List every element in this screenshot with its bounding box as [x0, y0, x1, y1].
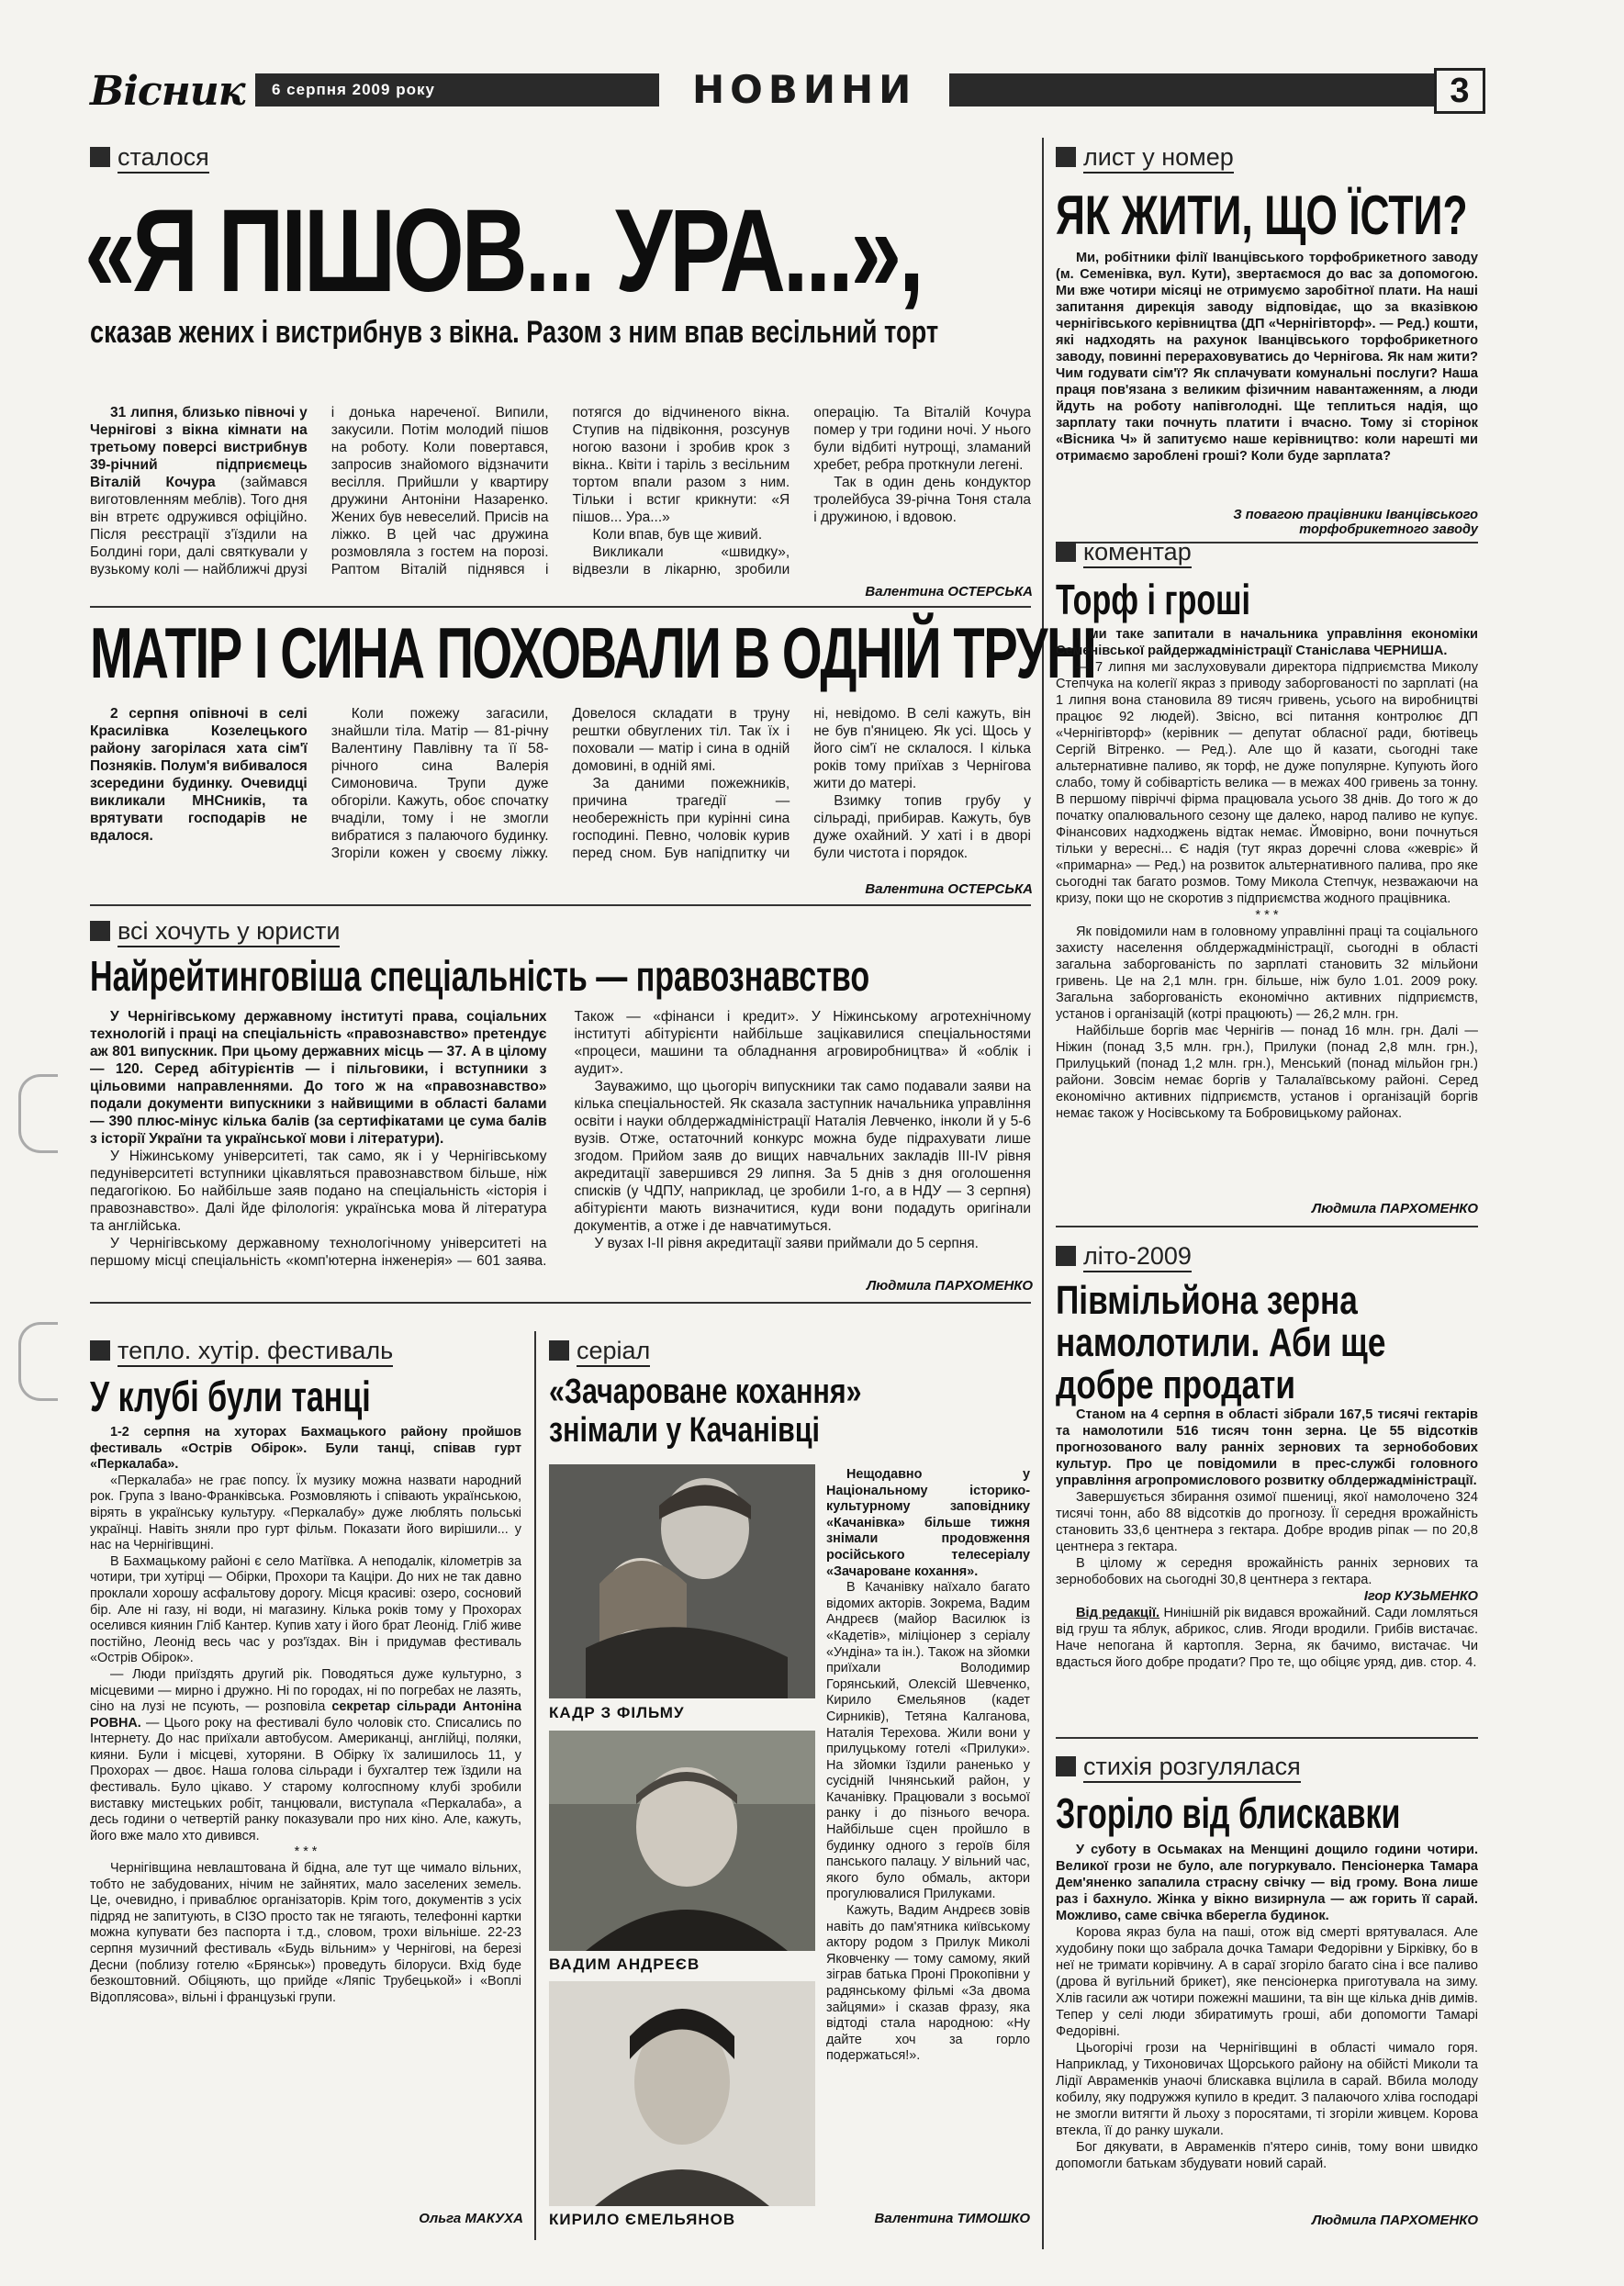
- rubric-square: [90, 147, 110, 167]
- article1-headline: «Я ПІШОВ... УРА...»,: [84, 185, 922, 317]
- article3-author: Людмила ПАРХОМЕНКО: [866, 1278, 1033, 1294]
- editor-note: Нинішній рік видався врожайний. Сади ломляться від груш та яблук, абрикос, слив. Ягоди вродили. Грибів вистачає. Наче непогана й картопля. Зерна, як бачимо, вистачає. Чи вдасться його добре продати? Про те, що обіцяє уряд, див. стор. 4.: [1056, 1606, 1478, 1670]
- column-divider: [534, 1331, 536, 2240]
- article9-p2: Цьогорічі грози на Чернігівщині в області чимало горя. Наприклад, у Тихоновичах Щорського району на обійсті Миколи та Лідії Авраменків унаочі блискавка вцілила в сарай. Вбила молоду кобилу, яку подружжя купило в кредит. З палаючого хліва господарі не змогли витягти й льоху з поросятами, ті згоріли живцем. Корова втекла, її до ранку шукали.: [1056, 2041, 1478, 2138]
- divider: [90, 904, 1031, 906]
- caption-film-still: КАДР З ФІЛЬМУ: [549, 1704, 685, 1721]
- article5-headline: «Зачароване кохання» знімали у Качанівці: [549, 1373, 862, 1450]
- rubric-square: [90, 921, 110, 941]
- article1-body: [90, 404, 1031, 583]
- article5-lead: Нещодавно у Національному історико-культурному заповіднику «Качанівка» більше тижня знімали продовження російського телесеріалу «Зачароване кохання».: [826, 1467, 1030, 1579]
- article2-body: [90, 705, 1031, 880]
- article4-headline: У клубі були танці: [90, 1373, 371, 1420]
- column-divider: [1042, 138, 1044, 2249]
- rubric-article3: [90, 916, 340, 946]
- vadym-andreev-image: [549, 1731, 815, 1951]
- article1-text3: Так в один день кондуктор тролейбуса 39-річна Тоня стала і дружиною, і вдовою.: [813, 475, 1031, 525]
- article5-p2: Кажуть, Вадим Андреєв зовів навіть до пам'ятника київському актору родом з Прилук Миколі Яковченку — тому самому, який зіграв батька Проні Прокопівни у радянському фільмі «За двома зайцями» і сказав фразу, яка відтоді стала народною: «Ну дайте хоч за горло подержаться!».: [826, 1903, 1030, 2064]
- caption-vadym-andreev: ВАДИМ АНДРЕЄВ: [549, 1955, 700, 1973]
- article9-author: Людмила ПАРХОМЕНКО: [1311, 2213, 1478, 2228]
- paper-fold-mark: [18, 1074, 55, 1157]
- rubric-square: [90, 1340, 110, 1361]
- article9-lead: У суботу в Осьмаках на Менщині дощило години чотири. Великої грози не було, але погуркувало. Пенсіонерка Тамара Дем'яненко запалила страсну свічку — від грому. Вона лише раз і бахнуло. Жінка у вікно визирнула — аж горить її сарай. Можливо, саме свічка вберегла будинок.: [1056, 1843, 1478, 1923]
- article4-author: Ольга МАКУХА: [419, 2211, 523, 2226]
- newspaper-logo: Вісник: [90, 68, 254, 115]
- article2-text1: Коли пожежу загасили, знайшли тіла. Матір — 81-річну Валентину Павлівну та її 58-річного сина Валерія Симоновича. Трупи дуже обгоріли. Кажуть, обоє спочатку вчаділи, тому і не змогли вибратися з палаючого будинку. Згоріли кожен у своєму ліжку. Довелося складати в труну рештки обвуглених тіл. Так їх і поховали — матір і сина в одній домовині, в одній ямі.: [330, 706, 790, 861]
- rubric-article9: [1056, 1752, 1301, 1781]
- article7-p1: — 7 липня ми заслуховували директора підприємства Миколу Степчука на колегії якраз з приводу заборгованості по зарплаті (на 1 липня вона становила 89 тисяч гривень, усього на виробництві працює 92 людей). Звісно, всі питання контролює ДП «Чернігівторф» (керівник — депутат обласної ради, бютівець Сергій Вітренко. — Ред.). Але що й казати, сьогодні таке альтернативне паливо, як торф, не дуже популярне. Купують його слабо, тому й собівартість велика — в межах 400 гривень за тонну. В першому півріччі фірма працювала усього 38 днів. До того ж до початку опалювального сезону ще далеко, народ паливо не купує. Фінансових надходжень відтак немає. Ймовірно, вони почнуться тільки у вересні... Є надія (тут якраз доречні слова «жевріє» й «примарна» — Ред.) на розвиток альтернативного палива, про яке сьогодні так багато розмов. Тому Микола Степчук, незважаючи на кризу, поки що не скоротив з підприємства жодного працівника.: [1056, 660, 1478, 906]
- film-still-photo: [549, 1464, 815, 1698]
- article6-signature: З повагою працівники Іванцівського торфобрикетного заводу: [1233, 508, 1478, 537]
- article9-headline: Згоріло від блискавки: [1056, 1789, 1401, 1837]
- rubric-article5: [549, 1336, 650, 1365]
- stars-divider: * * *: [294, 1844, 318, 1860]
- article1-text: (займався виготовленням меблів). Того дня він втретє одружився офіційно. Після реєстрації з'їздили на Болдині гори, далі святкували у вузькому колі — найближчі друзі і донька нареченої. Випили, закусили. Потім молодий пішов на роботу. Коли повертався, запросив знайомого відзначити весілля. Прийшли у квартиру дружини Антоніни Назаренко. Жених був невеселий. Присів на ліжко. В цей час дружина розмовляла з гостем на порозі. Раптом Віталій піднявся і потягся до відчиненого вікна. Ступив на підвіконня, розсунув ногою вазони і зробив крок з вікна.. Квіти і таріль з весільним тортом впали разом з ним. Тільки і встиг крикнути: «Я пішов... Ура...»: [90, 405, 790, 577]
- issue-date: 6 серпня 2009 року: [272, 81, 435, 98]
- article8-headline: Півмільйона зерна намолотили. Аби ще добре продати: [1056, 1278, 1386, 1407]
- article2-text3: Взимку топив грубу у сільраді, прибирав. Кажуть, був дуже охайний. У хаті і в дворі були чистота і порядок.: [813, 793, 1031, 861]
- article2-text2: За даними пожежників, причина трагедії — необережність при курінні сина господині. Певно, чоловік курив перед сном. Був напідпитку чи ні, невідомо. В селі кажуть, він не був п'яницею. Як усі. Щось у його сім'ї не склалося. І кілька років тому приїхав з Чернігова жити до матері.: [572, 706, 1031, 861]
- rubric-article1: [90, 142, 209, 172]
- article8-p1: Завершується збирання озимої пшениці, якої намолочено 324 тисячі тонн, або 88 відсотків до прогнозу. Її середня врожайність становить 33,6 центнера з гектара. Добре вродив ріпак — по 20,8 центнера з гектара.: [1056, 1490, 1478, 1554]
- rubric-label: тепло. хутір. фестиваль: [118, 1337, 393, 1367]
- rubric-label: серіал: [577, 1337, 650, 1367]
- divider: [1056, 1226, 1478, 1227]
- rubric-square: [1056, 1756, 1076, 1776]
- rubric-label: стихія розгулялася: [1083, 1753, 1301, 1783]
- article3-lead: У Чернігівському державному інституті права, соціальних технологій і праці на спеціальність «правознавство» претендує аж 801 випускник. При цьому державних місць — 37. А в цілому — 120. Серед абітурієнтів — і пільговики, і вступники з цільовими направленнями. До того ж на «правознавство» подали документи випускники з найвищими в області балами — 390 плюс-мінус кілька балів (за сертифікатами це сума балів з історії України та української мови і літератури).: [90, 1009, 547, 1147]
- article1-subheadline: сказав жених і вистрибнув з вікна. Разом з ним впав весільний торт: [90, 315, 939, 350]
- article3-p3: У Чернігівському державному технологічному університеті на першому місці спеціальність «комп'ютерна інженерія» — 601 заява. Також — «фінанси і кредит». У Ніжинському агротехнічному інституті абітурієнти найбільше зацікавилися спеціальностями «процеси, машини та обладнання агровиробництва» й «облік і аудит».: [90, 1009, 1031, 1269]
- article3-headline: Найрейтинговіша спеціальність — правознавство: [90, 952, 870, 1000]
- article7-p3: Найбільше боргів має Чернігів — понад 16 млн. грн. Далі — Ніжин (понад 3,5 млн. грн.), Прилуки (понад 2,8 млн. грн.), Прилуцький (понад 1,2 млн. грн.), Менський (понад мільйон грн.) райони. Зовсім немає боргів у Талалаївському районі. Серед економічно активних підприємств, установ і організацій боргів немає також у Носівському та Бобровицькому районах.: [1056, 1024, 1478, 1121]
- rubric-label: всі хочуть у юристи: [118, 917, 340, 947]
- article5-body: [826, 1467, 1030, 2202]
- article7-author: Людмила ПАРХОМЕНКО: [1311, 1201, 1478, 1216]
- article6-text: Ми, робітники філії Іванцівського торфобрикетного заводу (м. Семенівка, вул. Кути), звертаємося до вас за допомогою. Ми вже чотири місяці не отримуємо заробітної плати. На наші запитання дирекція заводу відповідає, що за вказівкою чернігівського керівництва (ДП «Чернігівторф». — Ред.) кошти, які надходять на рахунок Іванцівського торфобрикетного заводу, повинні перераховуватись до Чернігова. Як нам жити? Чим годувати сім'ї? Як сплачувати комунальні послуги? Наша праця пов'язана з великим фізичним навантаженням, а люди йдуть на роботу напівголодні. Ще теплиться надія, що зарплату таки почнуть платити і вчасно. Тому зі сторінок «Вісника Ч» й запитуємо наше керівництво: коли нарешті ми отримаємо зароблені гроші? Коли буде зарплата?: [1056, 251, 1478, 464]
- masthead: [90, 68, 1485, 114]
- article4-body: [90, 1425, 521, 2196]
- rubric-label: лист у номер: [1083, 143, 1234, 174]
- article3-body: [90, 1008, 1031, 1274]
- rubric-article7: [1056, 537, 1192, 566]
- article5-author: Валентина ТИМОШКО: [874, 2211, 1030, 2226]
- rubric-article4: [90, 1336, 393, 1365]
- caption-kyrylo-emelianov: КИРИЛО ЄМЕЛЬЯНОВ: [549, 2211, 736, 2228]
- article1-lead: 31 липня, близько півночі у Чернігові з вікна кімнати на третьому поверсі вистрибнув 39-річний підприємець Віталій Кочура: [90, 405, 308, 490]
- article6-body: [1056, 250, 1478, 465]
- rubric-label: сталося: [118, 143, 209, 174]
- article9-p1: Корова якраз була на паші, отож від смерті врятувалася. Але худобину поки що забрала дочка Тамари Федорівни у Бірківку, бо в неї не тримати корівчину. А в сараї згоріло багато сіна і все паливо (дрова й вугільний брикет), яке пенсіонерка приготувала на зиму. Хлів гасили аж чотири пожежні машини, та він ще кілька днів димів. Тепер у селі люди збиратимуть гроші, аби допомогти Тамарі Федорівні.: [1056, 1925, 1478, 2039]
- article7-body: [1056, 626, 1478, 1122]
- article2-headline: МАТІР І СИНА ПОХОВАЛИ В ОДНІЙ ТРУНІ: [90, 612, 1096, 693]
- rubric-label: літо-2009: [1083, 1242, 1192, 1272]
- article3-p2: У Ніжинському університеті, так само, як і у Чернігівському педуніверситеті вступники цікавляться правознавством більше, ніж педагогікою. Бо найбільше заяв подано на спеціальність «історія і правознавство». Далі йде філологія: українська мова й література та англійська.: [90, 1149, 547, 1234]
- article8-author: Ігор КУЗЬМЕНКО: [1363, 1589, 1478, 1604]
- article4-p3: — Люди приїздять другий рік. Поводяться дуже культурно, з місцевими — мирно і дружно. Ні по городах, ні по погребах не лазять, сіно на лузі не псують, — розповіла: [90, 1666, 521, 1715]
- article1-text2: Викликали «швидку», відвезли в лікарню, зробили операцію. Та Віталій Кочура помер у три години ночі. У нього були відбиті нутрощі, зламаний хребет, ребра проткнули легені.: [572, 405, 1031, 577]
- article8-p2: В цілому ж середня врожайність ранніх зернових та зернобобових на сьогодні 30,8 центнера з гектара.: [1056, 1556, 1478, 1587]
- article2-author: Валентина ОСТЕРСЬКА: [865, 881, 1033, 897]
- stars-divider: * * *: [1255, 908, 1279, 923]
- editor-note-label: Від редакції.: [1076, 1606, 1160, 1620]
- article4-p4: Чернігівщина невлаштована й бідна, але тут ще чимало вільних, тобто не забудованих, нічим не зайнятих, мало заселених земель. Це, очевидно, і приваблює організаторів. Крім того, документів з усіх підряд не запитують, в СІЗО просто так не тягають, телефонні картки можна купувати без паспорта і т.д., словом, трохи вільніше. 22-23 серпня музичний фестиваль «Будь вільним» у Чернігові, на березі Десни (поблизу готелю «Брянськ») проведуть білоруси. Вхід буде безкоштовний. Обіцяють, що прийде «Ляпіс Трубецькой» і «Воплі Відоплясова», вільні і французькі групи.: [90, 1861, 521, 2005]
- vadym-andreev-photo: [549, 1731, 815, 1951]
- rubric-label: коментар: [1083, 538, 1192, 568]
- article6-headline: ЯК ЖИТИ, ЩО ЇСТИ?: [1056, 185, 1468, 246]
- divider: [1056, 1737, 1478, 1739]
- article9-body: [1056, 1842, 1478, 2209]
- rubric-square: [1056, 1246, 1076, 1266]
- kyrylo-emelianov-image: [549, 1981, 815, 2206]
- article5-p1: В Качанівку наїхало багато відомих акторів. Зокрема, Вадим Андреєв (майор Василюк із «Кадетів», міліціонер з серіалу «Ундіна» та ін.). Також на зйомки приїхали Володимир Горянський, Олексій Шевченко, Кирило Ємельянов (кадет Сирників), Тетяна Калганова, Наталія Терехова. Жили вони у прилуцькому готелі «Прилуки». На зйомки їздили раненько у сусідній Ічнянський район, у Качанівку. Працювали з восьмої ранку і до пізнього вечора. Найбільше сцен пройшло в будинку одного з героїв біля панського палацу. У вільний час, якого було обмаль, актори прогулювалися Прилуками.: [826, 1580, 1030, 1902]
- article9-p3: Бог дякувати, в Авраменків п'ятеро синів, тому вони швидко допомогли батькам збудувати новий сарай.: [1056, 2140, 1478, 2171]
- article4-p3c: — Цього року на фестивалі було чоловік сто. Списались по Інтернету. До нас приїхали автобусом. Американці, англійці, поляки, кияни. Були і місцеві, хуторяни. В Обірку їх залишилось 11, у Прохорах — двоє. Наша голова сільради і бухгалтер теж їздили на фестиваль. Було цікаво. У старому колгоспному клубі зробили виставку мистецьких робіт, танцювали, виступала «Перкалаба», а десь години о четвертій ранку показували про них кіно. Але, кажуть, його вже мало хто дивився.: [90, 1715, 521, 1843]
- article7-lead: І ми таке запитали в начальника управління економіки Семенівської райдержадміністрації Станіслава ЧЕРНИША.: [1056, 627, 1478, 658]
- article4-p2: В Бахмацькому районі є село Матіївка. А неподалік, кілометрів за чотири, три хутірці — Обірки, Прохори та Каціри. До них не так давно проклали хорошу асфальтову дорогу. Місця красиві: озеро, сосновий бір. Але ні газу, ні води, ні магазину. Кілька років тому у Прохорах оселився киянин Гліб Кантер. Купив хату і його брат Леонід. Гліб живе постійно, Леонід весь час у роз'їздах. Він і придумав фестиваль «Острів Обірок».: [90, 1553, 521, 1666]
- article4-p1: «Перкалаба» не грає попсу. Їх музику можна назвати народний рок. Група з Івано-Франківська. Розмовляють і співають українською, вірять в українську культуру. «Перкалабу» дуже люблять польські українці. Навіть зняли про гурт фільм. Показати його вирішили... у нас на Чернігівщині.: [90, 1473, 521, 1553]
- rubric-square: [1056, 147, 1076, 167]
- article4-p3b: секретар сільради Антоніна РОВНА.: [90, 1699, 521, 1731]
- article3-p4: Зауважимо, що цьогоріч випускники так само подавали заяви на кілька спеціальностей. Як сказала заступник начальника управління освіти і науки облдержадміністрації Наталія Левченко, інколи й у 5-6 вузів. Отже, остаточний конкурс можна буде підрахувати лише згодом. Прийом заяв до вищих навчальних закладів III-IV рівня акредитації завершився 29 липня. За 5 днів з дня оголошення списків (у ЧДПУ, наприклад, це зробили 1-го, а в НДУ — 3 серпня) абітурієнти мають визначитися, куди вони подадуть оригінали документів, а отже і де навчатимуться.: [574, 1079, 1031, 1234]
- rubric-article8: [1056, 1241, 1192, 1271]
- article7-p2: Як повідомили нам в головному управлінні праці та соціального захисту населення облдержадміністрації, сьогодні в області загальна заборгованість по зарплаті становить 32 мільйони гривень. Це на 2,1 млн. грн. більше, ніж було 1.01. 2009 року. Загальна заборгованість економічно активних підприємств, установ і організацій (котрі працюють) — 26,2 млн. грн.: [1056, 924, 1478, 1022]
- film-still-image: [549, 1464, 815, 1698]
- divider: [90, 1302, 1031, 1304]
- divider: [90, 606, 1031, 608]
- rubric-square: [1056, 542, 1076, 562]
- article3-p5: У вузах I-II рівня акредитації заяви приймали до 5 серпня.: [594, 1236, 979, 1251]
- kyrylo-emelianov-photo: [549, 1981, 815, 2206]
- rubric-square: [549, 1340, 569, 1361]
- article2-lead: 2 серпня опівночі в селі Красилівка Козелецького району загорілася хата сім'ї Позняків. Полум'я вибивалося зсередини будинку. Очевидці викликали МНСників, та врятувати господарів не вдалося.: [90, 706, 308, 844]
- article7-headline: Торф і гроші: [1056, 576, 1250, 623]
- article1-author: Валентина ОСТЕРСЬКА: [865, 584, 1033, 600]
- page-number: 3: [1434, 68, 1485, 114]
- article4-lead: 1-2 серпня на хуторах Бахмацького району пройшов фестиваль «Острів Обірок». Були танці, співав гурт «Перкалаба».: [90, 1425, 521, 1473]
- paper-fold-mark: [18, 1322, 55, 1405]
- article1-text-end: Коли впав, був ще живий.: [592, 527, 763, 543]
- section-title: НОВИНИ: [659, 68, 949, 112]
- rubric-article6: [1056, 142, 1234, 172]
- article8-lead: Станом на 4 серпня в області зібрали 167,5 тисячі гектарів та намолотили 516 тисяч тонн зерна. Це 55 відсотків прогнозованого валу ранніх зернових та зернобобових культур. Про це повідомили в прес-службі головного управління агропромислового розвитку облдержадміністрації.: [1056, 1407, 1478, 1488]
- article8-body: [1056, 1406, 1478, 1671]
